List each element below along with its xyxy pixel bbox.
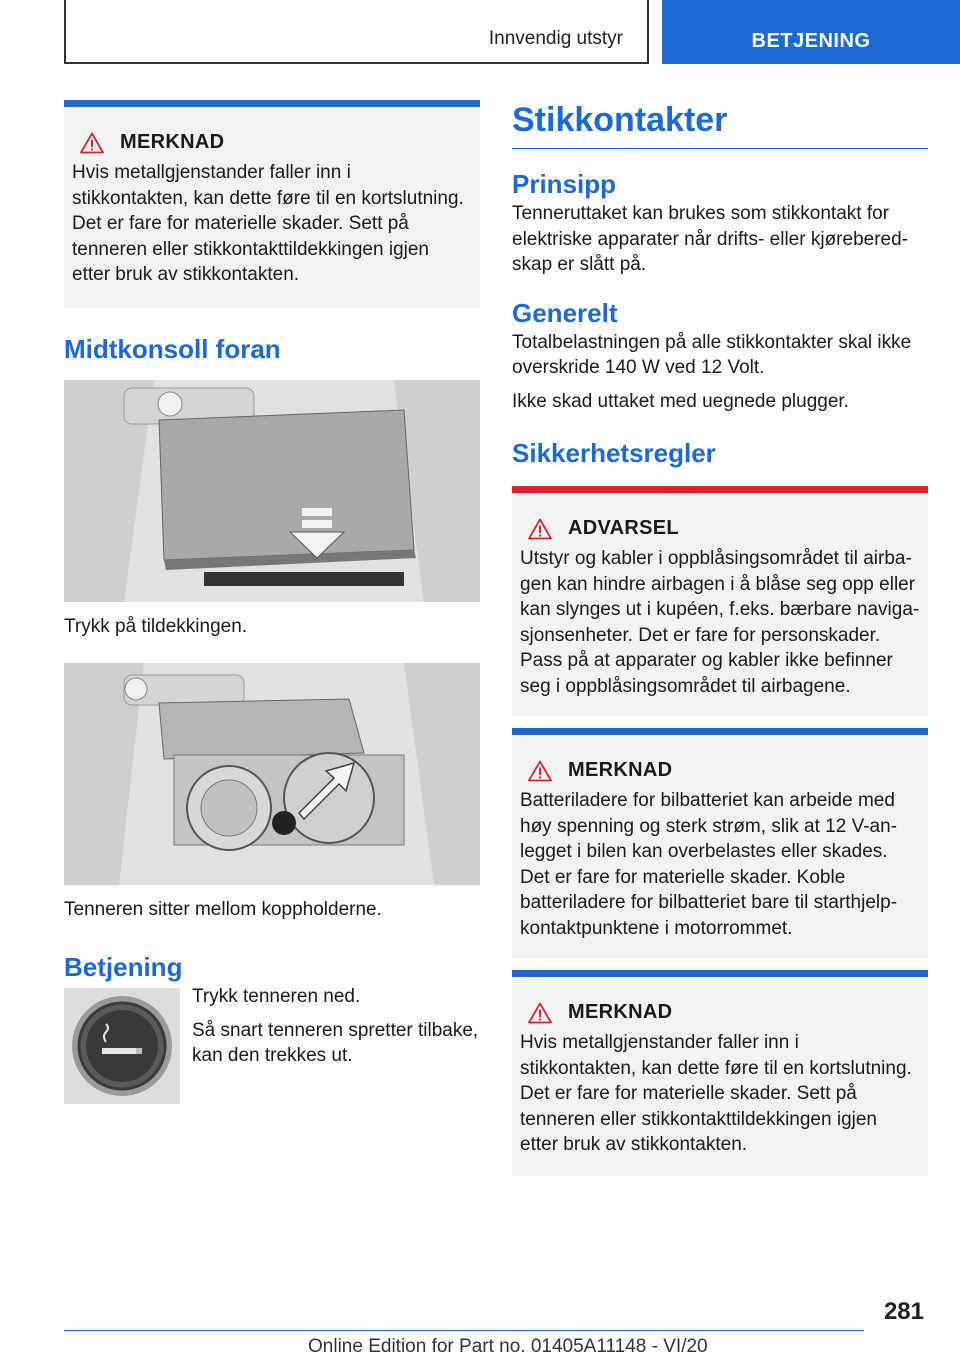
left-column xyxy=(64,100,480,1104)
section-title-betjening: Betjening xyxy=(64,952,183,982)
notice-header xyxy=(80,131,472,154)
figure-lighter-position xyxy=(64,663,480,885)
section-title-generelt: Generelt xyxy=(512,297,618,328)
operation-step-1: Trykk tenneren ned. xyxy=(192,986,361,1007)
warning-box-airbag xyxy=(512,486,928,716)
notice-title: MERKNAD xyxy=(568,759,673,781)
page-number: 281 xyxy=(883,1298,924,1325)
footer-edition: Online Edition for Part no. 01405A11148 - VI/20 xyxy=(308,1336,708,1357)
right-column xyxy=(512,100,928,1176)
notice-title: MERKNAD xyxy=(568,1001,673,1023)
notice-header xyxy=(528,1001,920,1024)
figure-console-cover xyxy=(64,380,480,602)
caption-press-cover: Trykk på tildekkingen. xyxy=(64,616,248,637)
notice-box-metal xyxy=(512,970,928,1176)
caption-lighter-position: Tenneren sitter mellom koppholderne. xyxy=(64,898,382,920)
warning-text: Utstyr og kabler i oppblåsingsområdet til airbagen kan hindre airbagen i å blåse seg opp eller kan slynges ut i kupéen, f.eks. bærbare navigasjonsenheter. Det er fare for personskader. Pass på at apparater og kabler ikke befinner seg i oppblåsingsområdet til airbagene. xyxy=(520,548,920,697)
notice-header xyxy=(528,759,920,782)
header-section-title: Innvendig utstyr xyxy=(488,28,623,49)
lighter-button-figure xyxy=(64,988,180,1104)
section-title-prinsipp: Prinsipp xyxy=(512,169,617,199)
notice-title: MERKNAD xyxy=(120,131,225,153)
general-text-1: Totalbelastningen på alle stikkontakter skal ikke overskride 140 W ved 12 Volt. xyxy=(512,331,912,378)
general-text-2: Ikke skad uttaket med uegnede plugger. xyxy=(512,390,849,412)
operation-text xyxy=(192,984,480,1104)
notice-text: Hvis metallgjenstander faller inn i stikkontakten, kan dette føre til en kortslutning. Det er fare for materielle skader. Sett på tenneren eller stikkontakttildekkingen igjen etter bruk av stikkontakten. xyxy=(520,1032,912,1155)
warning-triangle-icon xyxy=(80,132,104,154)
section-title-sikkerhetsregler: Sikkerhetsregler xyxy=(512,438,716,468)
section-title-midtkonsoll: Midtkonsoll foran xyxy=(64,334,281,364)
warning-triangle-icon xyxy=(528,760,552,782)
notice-text: Hvis metallgjenstander faller inn i stikkontakten, kan dette føre til en kortslutning. Det er fare for materielle skader. Sett på tenneren eller stikkontakttildekkingen igjen etter bruk av stikkontakten. xyxy=(72,162,464,285)
principle-text: Tenneruttaket kan brukes som stikkontakt for elektriske apparater når drifts- eller kjøreberedskap er slått på. xyxy=(512,203,908,275)
footer-divider xyxy=(64,1330,864,1331)
notice-box-cover xyxy=(64,100,480,308)
warning-triangle-icon xyxy=(528,1002,552,1024)
operation-block xyxy=(64,984,480,1104)
warning-triangle-icon xyxy=(528,518,552,540)
header-chapter-title: BETJENING xyxy=(751,30,871,52)
operation-step-2: Så snart tenneren spretter tilbake, kan den trekkes ut. xyxy=(192,1019,479,1066)
notice-box-battery xyxy=(512,728,928,958)
warning-title: ADVARSEL xyxy=(568,517,679,539)
page-title-stikkontakter: Stikkontakter xyxy=(512,100,928,149)
header-chapter-tab xyxy=(662,0,960,64)
warning-header xyxy=(528,517,920,540)
notice-text: Batteriladere for bilbatteriet kan arbeide med høy spenning og sterk strøm, slik at 12 V-anlegget i bilen kan overbelastes eller skades. Det er fare for materielle skader. Koble batteriladere for bilbatteriet bare til starthjelp-kontaktpunktene i motorrommet. xyxy=(520,790,898,939)
header-section-box xyxy=(64,0,649,64)
